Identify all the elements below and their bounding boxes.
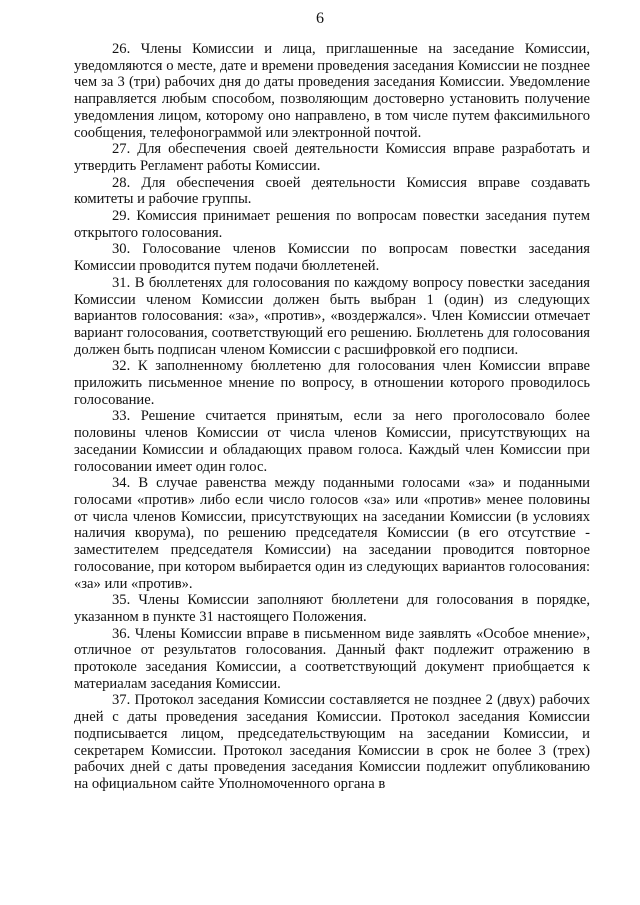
paragraph-27: 27. Для обеспечения своей деятельности Комиссия вправе разработать и утвердить Регламент работы Комиссии. (74, 141, 590, 174)
paragraph-26: 26. Члены Комиссии и лица, приглашенные на заседание Комиссии, уведомляются о месте, дате и времени проведения заседания Комиссии не позднее чем за 3 (три) рабочих дня до даты проведения заседания Комиссии. Уведомление направляется любым способом, позволяющим достоверно установить получение уведомления лицом, которому оно направлено, в том числе путем факсимильного сообщения, телефонограммой или электронной почтой. (74, 41, 590, 141)
paragraph-33: 33. Решение считается принятым, если за него проголосовало более половины членов Комиссии от числа членов Комиссии, присутствующих на заседании Комиссии и обладающих правом голоса. Каждый член Комиссии при голосовании имеет один голос. (74, 408, 590, 475)
paragraph-34: 34. В случае равенства между поданными голосами «за» и поданными голосами «против» либо если число голосов «за» или «против» менее половины от числа членов Комиссии, присутствующих на заседании Комиссии (в условиях наличия кворума), по решению председателя Комиссии (в его отсутствие - заместителем председателя Комиссии) на заседании проводится повторное голосование, при котором выбирается один из следующих вариантов голосования: «за» или «против». (74, 475, 590, 592)
paragraph-31: 31. В бюллетенях для голосования по каждому вопросу повестки заседания Комиссии членом Комиссии должен быть выбран 1 (один) из следующих вариантов голосования: «за», «против», «воздержался». Член Комиссии отмечает вариант голосования, соответствующий его решению. Бюллетень для голосования должен быть подписан членом Комиссии с расшифровкой его подписи. (74, 274, 590, 358)
paragraph-32: 32. К заполненному бюллетеню для голосования член Комиссии вправе приложить письменное мнение по вопросу, в отношении которого проводилось голосование. (74, 358, 590, 408)
paragraph-29: 29. Комиссия принимает решения по вопросам повестки заседания путем открытого голосования. (74, 208, 590, 241)
paragraph-36: 36. Члены Комиссии вправе в письменном виде заявлять «Особое мнение», отличное от результатов голосования. Данный факт подлежит отражению в протоколе заседания Комиссии, а соответствующий документ приобщается к материалам заседания Комиссии. (74, 625, 590, 692)
paragraph-28: 28. Для обеспечения своей деятельности Комиссия вправе создавать комитеты и рабочие группы. (74, 174, 590, 208)
document-body (74, 41, 590, 793)
page-number: 6 (316, 10, 324, 27)
paragraph-35: 35. Члены Комиссии заполняют бюллетени для голосования в порядке, указанном в пункте 31 настоящего Положения. (74, 592, 590, 625)
paragraph-30: 30. Голосование членов Комиссии по вопросам повестки заседания Комиссии проводится путем подачи бюллетеней. (74, 241, 590, 275)
paragraph-37: 37. Протокол заседания Комиссии составляется не позднее 2 (двух) рабочих дней с даты проведения заседания Комиссии. Протокол заседания Комиссии подписывается лицом, председательствующим на заседании Комиссии, и секретарем Комиссии. Протокол заседания Комиссии в срок не более 3 (трех) рабочих дней с даты проведения заседания Комиссии подлежит опубликованию на официальном сайте Уполномоченного органа в (74, 692, 590, 792)
